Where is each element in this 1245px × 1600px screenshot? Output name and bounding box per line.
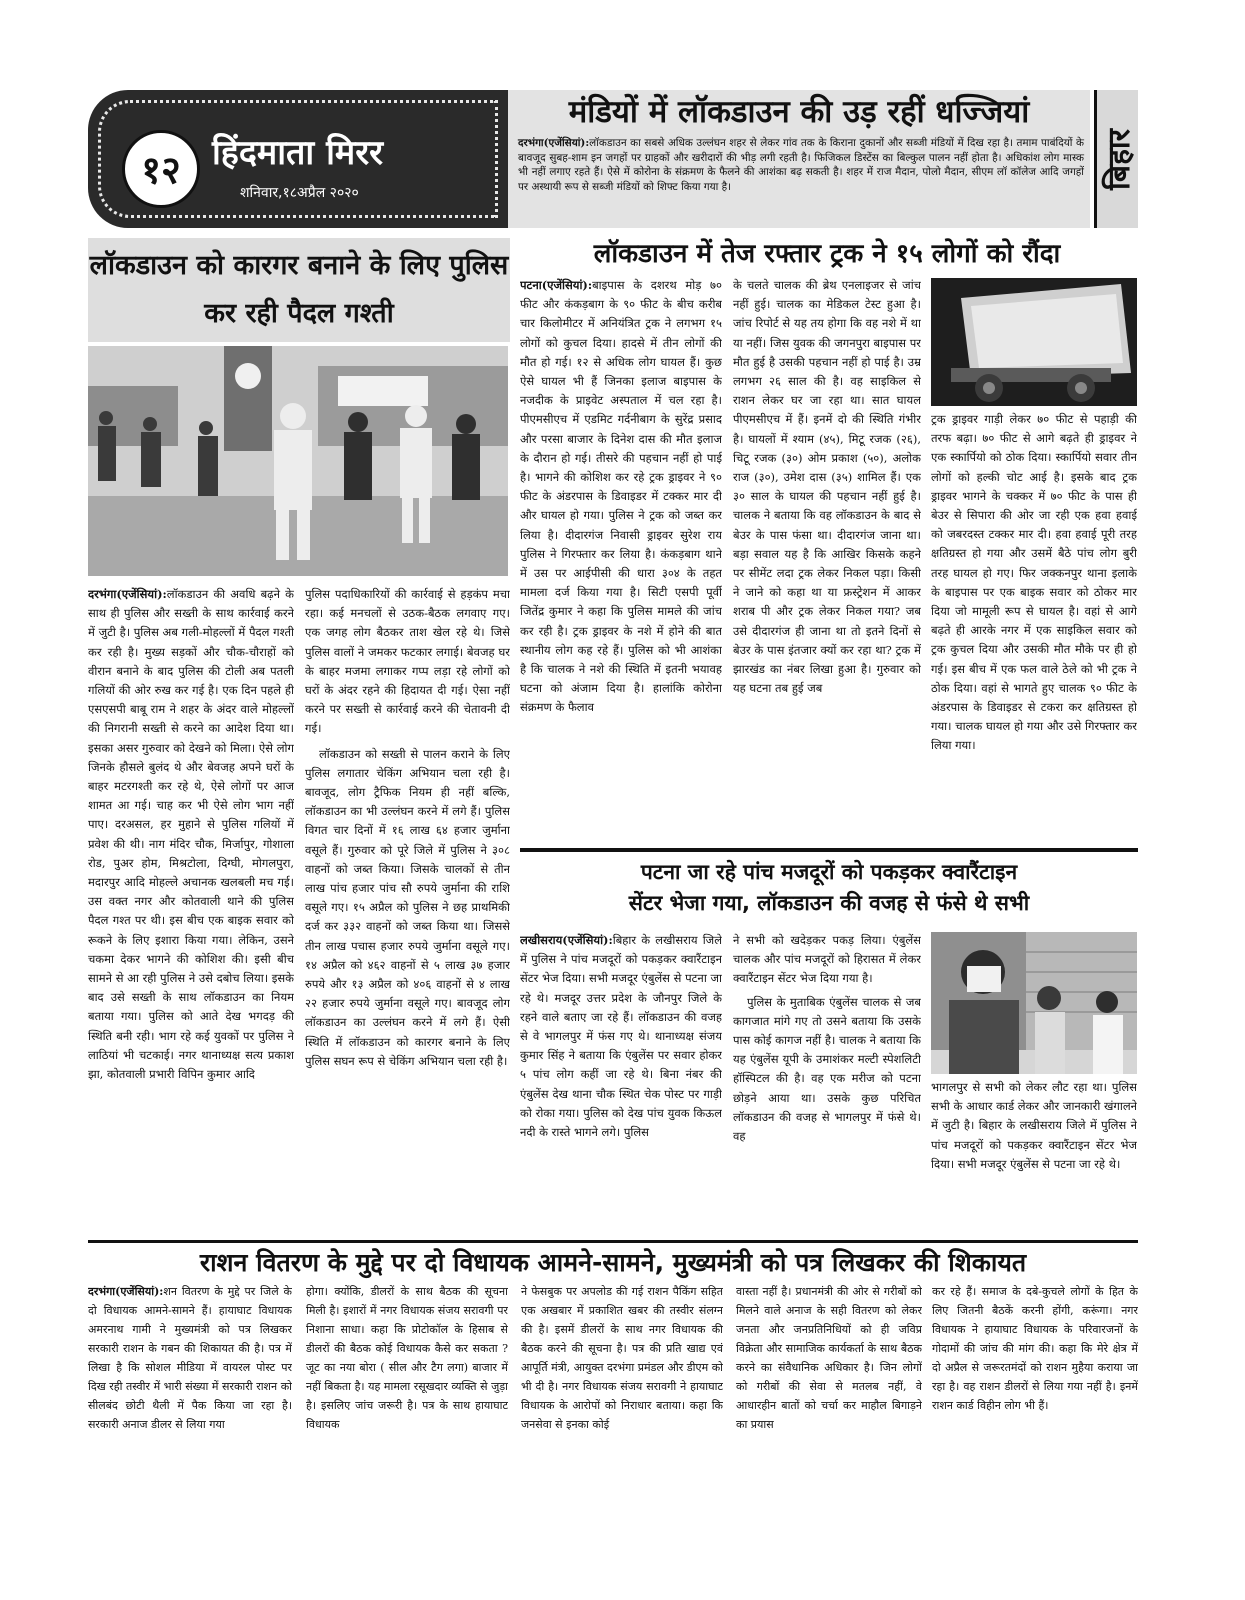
issue-date: शनिवार,१८अप्रैल २०२० xyxy=(240,185,359,201)
workers-story-text-1: बिहार के लखीसराय जिले में पुलिस ने पांच मजदूरों को पकड़कर क्वारैंटाइन सेंटर भेज दिया। सभी मजदूर एंबुलेंस से पटना जा रहे थे। मजदूर उत्तर प्रदेश के जौनपुर जिले के रहने वाले बताए जा रहे हैं। लॉकडाउन की वजह से वे भागलपुर में फंस गए थे। थानाध्यक्ष संजय कुमार सिंह ने बताया कि एंबुलेंस पर सवार होकर ५ पांच लोग कहीं जा रहे थे। बिना नंबर की एंबुलेंस देख थाना चौक स्थित चेक पोस्ट पर गाड़ी को रोका गया। पुलिस को देख पांच युवक किऊल नदी के रास्ते भागने लगे। पुलिस xyxy=(520,933,722,1140)
workers-story-col-1 xyxy=(520,931,722,1239)
ration-story-col-5: कर रहे हैं। समाज के दबे-कुचले लोगों के हित के लिए जितनी बैठकें करनी होंगी, करूंगा। नगर विधायक ने हायाघाट विधायक के परिवारजनों के गोदामों की जांच की मांग की। कहा कि मेरे क्षेत्र में दो अप्रैल से जरूरतमंदों को राशन मुहैया कराया जा रहा है। वह राशन डीलरों से लिया गया नहीं है। इनमें राशन कार्ड विहीन लोग भी हैं। xyxy=(932,1285,1138,1412)
police-story-dateline: दरभंगा(एजेंसियां): xyxy=(88,587,167,601)
truck-story-dateline: पटना(एजेंसियां): xyxy=(520,278,593,292)
workers-story-dateline: लखीसराय(एजेंसियां): xyxy=(520,933,613,947)
police-story-text-1: लॉकडाउन की अवधि बढ़ने के साथ ही पुलिस और सख्ती के साथ कार्रवाई करने में जुटी है। पुलिस अब गली-मोहल्लों में पैदल गश्ती कर रही है। मुख्य सड़कों और चौक-चौराहों को वीरान बनाने के बाद पुलिस की टोली अब पतली गलियों की ओर रुख कर गई है। एक दिन पहले ही एसएसपी बाबू राम ने शहर के अंदर वाले मोहल्लों की निगरानी सख्ती से करने का आदेश दिया था। इसका असर गुरुवार को देखने को मिला। ऐसे लोग जिनके हौसले बुलंद थे और बेवजह अपने घरों के बाहर मटरगश्ती कर रहे थे, ऐसे लोगों पर आज शामत आ गई। चाह कर भी ऐसे लोग भाग नहीं पाए। दरअसल, हर मुहाने से पुलिस गलियों में प्रवेश की थी। नाग मंदिर चौक, मिर्जापुर, गोशाला रोड, पुअर होम, मिश्रटोला, दिग्घी, मोगलपुरा, मदारपुर आदि मोहल्ले अचानक खलबली मच गई। उस वक्त नगर और कोतवाली थाने की पुलिस पैदल गश्त पर थी। इस बीच एक बाइक सवार को रूकने के लिए इशारा किया गया। लेकिन, उसने चकमा देकर भागने की कोशिश की। इसी बीच सामने से आ रही पुलिस ने उसे दबोच लिया। इसके बाद उसे सख्ती के साथ लॉकडाउन का नियम बताया गया। पुलिस को आते देख भगदड़ की स्थिति बनी रही। भाग रहे कई युवकों पर पुलिस ने लाठियां भी चटकाई। नगर थानाध्यक्ष सत्य प्रकाश झा, कोतवाली प्रभारी विपिन कुमार आदि xyxy=(88,587,294,1082)
ration-story-headline: राशन वितरण के मुद्दे पर दो विधायक आमने-सामने, मुख्यमंत्री को पत्र लिखकर की शिकायत xyxy=(199,1248,1027,1277)
section-rule xyxy=(520,848,1138,852)
top-story-body xyxy=(518,136,1084,194)
truck-story-headline: लॉकडाउन में तेज रफ्तार ट्रक ने १५ लोगों को रौंदा xyxy=(593,239,1061,269)
police-story-text-3: लॉकडाउन को सख्ती से पालन कराने के लिए पुलिस लगातार चेकिंग अभियान चला रही है। बावजूद, लोग ट्रैफिक नियम ही नहीं बल्कि, लॉकडाउन का भी उल्लंघन करने में लगे हैं। पुलिस विगत चार दिनों में १६ लाख ६४ हजार जुर्माना वसूले हैं। गुरुवार को पूरे जिले में पुलिस ने ३०८ वाहनों को जब्त किया। जिसके चालकों से तीन लाख पांच हजार पांच सौ रुपये जुर्माना की राशि वसूले गए। १५ अप्रैल को पुलिस ने छह प्राथमिकी दर्ज कर ३३२ वाहनों को जब्त किया था। जिससे तीन लाख पचास हजार रुपये जुर्माना वसूले गए। १४ अप्रैल को ४६२ वाहनों से ५ लाख ३७ हजार रुपये और १३ अप्रैल को ४०६ वाहनों से ४ लाख २२ हजार रुपये जुर्माना वसूले गए। बावजूद लोग लॉकडाउन का उल्लंघन करने में लगे हैं। ऐसी स्थिति में लॉकडाउन को कारगर बनाने के लिए पुलिस सघन रूप से चेकिंग अभियान चला रही है। xyxy=(305,746,510,1068)
top-story-dateline: दरभंगा(एजेंसियां): xyxy=(518,137,590,149)
police-story-col-1 xyxy=(88,585,294,1245)
page-number: १२ xyxy=(122,130,200,208)
truck-story-col-3: ट्रक ड्राइवर गाड़ी लेकर ७० फीट से पहाड़ी की तरफ बढ़ा। ७० फीट से आगे बढ़ते ही ड्राइवर ने एक स्कार्पियो को ठोक दिया। स्कार्पियो सवार तीन लोगों को हल्की चोट आई है। इसके बाद ट्रक ड्राइवर भागने के चक्कर में ७० फीट के पास ही बेउर से सिपारा की ओर जा रही एक हवा हवाई को जबरदस्त टक्कर मार दी। हवा हवाई पूरी तरह क्षतिग्रस्त हो गया और उसमें बैठे पांच लोग बुरी तरह घायल हो गए। फिर जक्कनपुर थाना इलाके के बाइपास पर एक बाइक सवार को ठोकर मार दिया जो मामूली रूप से घायल है। वहां से आगे बढ़ते ही आरके नगर में एक साइकिल सवार को ट्रक कुचल दिया और उसकी मौत मौके पर ही हो गई। इस बीच में एक फल वाले ठेले को भी ट्रक ने ठोक दिया। वहां से भागते हुए चालक ९० फीट के अंडरपास के डिवाइडर से टकरा कर क्षतिग्रस्त हो गया। चालक घायल हो गया और उसे गिरफ्तार कर लिया गया। xyxy=(931,412,1137,753)
ration-story-dateline: दरभंगा(एजेंसियां): xyxy=(88,1285,164,1298)
police-patrol-photo xyxy=(88,346,508,576)
workers-headline-line-2: सेंटर भेजा गया, लॉकडाउन की वजह से फंसे थे सभी xyxy=(628,891,1030,915)
workers-headline-line-1: पटना जा रहे पांच मजदूरों को पकड़कर क्वारैंटाइन xyxy=(640,860,1018,884)
workers-story-col-2 xyxy=(733,931,921,1239)
top-story-text: लॉकडाउन का सबसे अधिक उल्लंघन शहर से लेकर गांव तक के किराना दुकानों और सब्जी मंडियों में दिख रहा है। तमाम पाबंदियों के बावजूद सुबह-शाम इन जगहों पर ग्राहकों और खरीदारों की भीड़ लगी रहती है। फिजिकल डिस्टेंस का बिल्कुल पालन नहीं होता है। अधिकांश लोग मास्क भी नहीं लगाए रहते हैं। ऐसे में कोरोना के संक्रमण के फैलने की आशंका बढ़ सकती है। शहर में राज मैदान, पोलो मैदान, सीएम लॉ कॉलेज आदि जगहों पर अस्थायी रूप से सब्जी मंडियों को शिफ्ट किया गया है। xyxy=(518,137,1084,193)
ration-story-text-1: शन वितरण के मुद्दे पर जिले के दो विधायक आमने-सामने हैं। हायाघाट विधायक अमरनाथ गामी ने मुख्यमंत्री को पत्र लिखकर सरकारी राशन के गबन की शिकायत की है। पत्र में लिखा है कि सोशल मीडिया में वायरल पोस्ट पर दिख रही तस्वीर में भारी संख्या में सरकारी राशन को सीलबंद छोटी थैली में पैक किया जा रहा है। सरकारी अनाज डीलर से लिया गया xyxy=(88,1285,292,1431)
truck-story-col-2: के चलते चालक की ब्रेथ एनलाइजर से जांच नहीं हुई। चालक का मेडिकल टेस्ट हुआ है। जांच रिपोर्ट से यह तय होगा कि वह नशे में था या नहीं। जिस युवक की जगनपुरा बाइपास पर मौत हुई है उसकी पहचान नहीं हो पाई है। उम्र लगभग २६ साल की है। वह साइकिल से राशन लेकर घर जा रहा था। सात घायल पीएमसीएच में हैं। इनमें दो की स्थिति गंभीर है। घायलों में श्याम (४५), मिटू रजक (२६), चिटू रजक (३०) ओम प्रकाश (५०), अलोक राज (३०), उमेश दास (३५) शामिल हैं। एक ३० साल के घायल की पहचान नहीं हुई है। चालक ने बताया कि वह लॉकडाउन के बाद से बेउर के पास फंसा था। दीदारगंज जाना था। बड़ा सवाल यह है कि आखिर किसके कहने पर सीमेंट लदा ट्रक लेकर निकल पड़ा। किसी ने जाने को कहा था या फ्रस्ट्रेशन में आकर शराब पी और ट्रक लेकर निकल गया? जब उसे दीदारगंज ही जाना था तो इतने दिनों से बेउर के पास इंतजार क्यों कर रहा था? ट्रक में झारखंड का नंबर लिखा हुआ है। गुरुवार को यह घटना तब हुई जब xyxy=(733,278,921,696)
workers-story-text-2: ने सभी को खदेड़कर पकड़ लिया। एंबुलेंस चालक और पांच मजदूरों को हिरासत में लेकर क्वारैंटाइन सेंटर भेज दिया गया है। xyxy=(733,933,921,986)
ration-story-col-3: ने फेसबुक पर अपलोड की गई राशन पैकिंग सहित एक अखबार में प्रकाशित खबर की तस्वीर संलग्न की है। इसमें डीलरों के साथ नगर विधायक की बैठक करने की सूचना है। पत्र की प्रति खाद्य एवं आपूर्ति मंत्री, आयुक्त दरभंगा प्रमंडल और डीएम को भी दी है। नगर विधायक संजय सरावगी ने हायाघाट विधायक के आरोपों को निराधार बताया। कहा कि जनसेवा से इनका कोई xyxy=(521,1285,723,1431)
truck-story-col-1 xyxy=(520,276,722,838)
police-story-col-2 xyxy=(305,585,510,1245)
workers-story-headline xyxy=(520,857,1138,919)
ration-story-col-4: वास्ता नहीं है। प्रधानमंत्री की ओर से गरीबों को मिलने वाले अनाज के सही वितरण को लेकर जनता और जनप्रतिनिधियों को ही जविप्र विक्रेता और सामाजिक कार्यकर्ता के साथ बैठक करने का संवैधानिक अधिकार है। जिन लोगों को गरीबों की सेवा से मतलब नहीं, वे आधारहीन बातों को चर्चा कर माहौल बिगाड़ने का प्रयास xyxy=(736,1285,922,1431)
bottom-rule xyxy=(88,1240,1138,1243)
truck-accident-photo xyxy=(931,278,1137,406)
workers-story-text-3: पुलिस के मुताबिक एंबुलेंस चालक से जब कागजात मांगे गए तो उसने बताया कि उसके पास कोई कागज नहीं है। चालक ने बताया कि यह एंबुलेंस यूपी के उमाशंकर मल्टी स्पेशलिटी हॉस्पिटल की है। वह एक मरीज को पटना छोड़ने आया था। उसके कुछ परिचित लॉकडाउन की वजह से भागलपुर में फंसे थे। वह xyxy=(733,994,921,1144)
ration-story-col-2: होगा। क्योंकि, डीलरों के साथ बैठक की सूचना मिली है। इशारों में नगर विधायक संजय सरावगी पर निशाना साधा। कहा कि प्रोटोकॉल के हिसाब से डीलरों की बैठक कोई विधायक कैसे कर सकता ? जूट का नया बोरा ( सील और टैग लगा) बाजार में नहीं बिकता है। यह मामला रसूखदार व्यक्ति से जुड़ा है। इसलिए जांच जरूरी है। पत्र के साथ हायाघाट विधायक xyxy=(306,1285,508,1431)
top-story-headline: मंडियों में लॉकडाउन की उड़ रहीं धज्जियां xyxy=(568,94,1030,130)
ration-story-col-1 xyxy=(88,1282,292,1482)
truck-story-text-1: बाइपास के दशरथ मोड़ ७० फीट और कंकड़बाग के ९० फीट के बीच करीब चार किलोमीटर में अनियंत्रित ट्रक ने लगभग १५ लोगों को कुचल दिया। हादसे में तीन लोगों की मौत हो गई। १२ से अधिक लोग घायल हैं। कुछ ऐसे घायल भी हैं जिनका इलाज बाइपास के नजदीक के प्राइवेट अस्पताल में चल रहा है। पीएमसीएच में एडमिट गर्दनीबाग के सुरेंद्र प्रसाद और परसा बाजार के दिनेश दास की मौत इलाज के दौरान हो गई। तीसरे की पहचान नहीं हो पाई है। भागने की कोशिश कर रहे ट्रक ड्राइवर ने ९० फीट के अंडरपास के डिवाइडर में टक्कर मार दी और घायल हो गया। पुलिस ने ट्रक को जब्त कर लिया है। दीदारगंज निवासी ड्राइवर सुरेश राय पुलिस ने गिरफ्तार कर लिया है। कंकड़बाग थाने में उस पर आईपीसी की धारा ३०४ के तहत मामला दर्ज किया गया है। सिटी एसपी पूर्वी जितेंद्र कुमार ने कहा कि पुलिस मामले की जांच कर रही है। ट्रक ड्राइवर के नशे में होने की बात स्थानीय लोग कह रहे हैं। पुलिस को भी आशंका है कि चालक ने नशे की स्थिति में इतनी भयावह घटना को अंजाम दिया है। हालांकि कोरोना संक्रमण के फैलाव xyxy=(520,278,722,715)
police-story-headline: लॉकडाउन को कारगर बनाने के लिए पुलिस कर रही पैदल गश्ती xyxy=(89,250,509,329)
section-label: बिहार xyxy=(1102,128,1137,190)
section-tab xyxy=(1094,90,1138,228)
workers-story-col-3: भागलपुर से सभी को लेकर लौट रहा था। पुलिस सभी के आधार कार्ड लेकर और जानकारी खंगालने में जुटी है। बिहार के लखीसराय जिले में पुलिस ने पांच मजदूरों को पकड़कर क्वारैंटाइन सेंटर भेज दिया। सभी मजदूर एंबुलेंस से पटना जा रहे थे। xyxy=(931,1080,1137,1171)
paper-name: हिंदमाता मिरर xyxy=(212,133,384,173)
workers-photo xyxy=(931,932,1137,1074)
police-story-text-2: पुलिस पदाधिकारियों की कार्रवाई से हड़कंप मचा रहा। कई मनचलों से उठक-बैठक लगवाए गए। एक जगह लोग बैठकर ताश खेल रहे थे। जिसे पुलिस वालों ने जमकर फटकार लगाई। बेवजह घर के बाहर मजमा लगाकर गप्प लड़ा रहे लोगों को घरों के अंदर रहने की हिदायत दी गई। ऐसा नहीं करने पर सख्ती से कार्रवाई करने की चेतावनी दी गई। xyxy=(305,587,510,736)
